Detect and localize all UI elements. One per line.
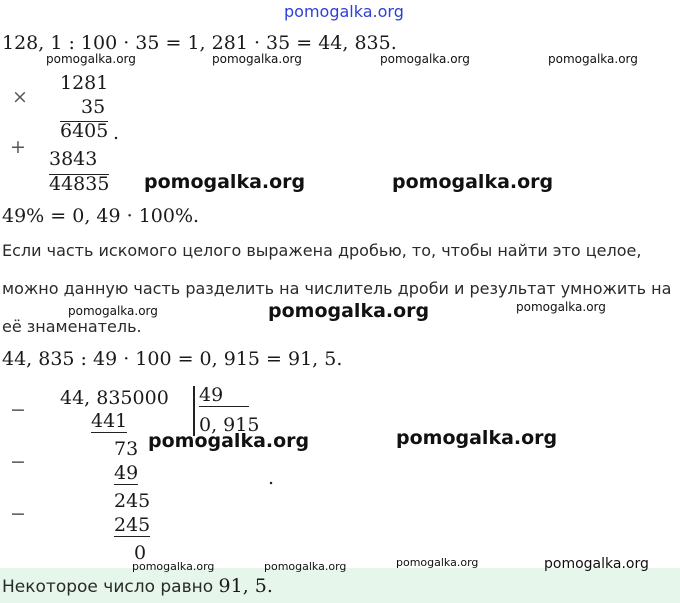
partial-product-1: 6405	[60, 120, 109, 142]
remainder-2: 245	[114, 490, 151, 512]
rule-line-3: её знаменатель.	[2, 317, 142, 336]
watermark: pomogalka.org	[548, 52, 638, 66]
remainder-1: 73	[114, 438, 139, 460]
dividend: 44, 835000	[60, 387, 169, 409]
watermark: pomogalka.org	[396, 556, 479, 569]
rule-line-2: можно данную часть разделить на числитель дроби и результат умножить на	[2, 279, 672, 298]
answer-prefix: Некоторое число равно	[2, 577, 219, 597]
watermark: pomogalka.org	[148, 430, 310, 452]
equation-step1: 128, 1 : 100 · 35 = 1, 281 · 35 = 44, 835.	[2, 32, 397, 54]
watermark: pomogalka.org	[268, 300, 430, 322]
watermark: pomogalka.org	[46, 52, 136, 66]
watermark: pomogalka.org	[380, 52, 470, 66]
watermark: pomogalka.org	[264, 560, 347, 573]
dot: .	[268, 467, 275, 489]
watermark: pomogalka.org	[396, 427, 558, 449]
multiplicand: 1281	[60, 72, 109, 94]
subtrahend-1: 441	[91, 410, 128, 432]
watermark: pomogalka.org	[144, 171, 306, 193]
division-bar-vertical	[193, 386, 195, 436]
multiplier: 35	[81, 96, 106, 118]
equation-step3: 44, 835 : 49 · 100 = 0, 915 = 91, 5.	[2, 348, 343, 370]
plus-sign: +	[10, 136, 26, 158]
partial-product-2: 3843	[49, 148, 98, 170]
watermark: pomogalka.org	[68, 304, 158, 318]
product-result: 44835	[49, 173, 110, 195]
watermark: pomogalka.org	[516, 300, 606, 314]
divisor: 49	[199, 386, 249, 407]
times-sign: ×	[12, 86, 28, 108]
answer-text	[2, 575, 273, 597]
minus-sign: −	[10, 503, 26, 525]
watermark: pomogalka.org	[212, 52, 302, 66]
remainder-3: 0	[134, 542, 147, 564]
minus-sign: −	[10, 451, 26, 473]
dot: .	[113, 122, 120, 144]
quotient: 0, 915	[199, 414, 260, 436]
subtrahend-2: 49	[114, 462, 139, 484]
equation-step2: 49% = 0, 49 · 100%.	[2, 205, 200, 227]
watermark: pomogalka.org	[544, 556, 649, 572]
watermark: pomogalka.org	[132, 560, 215, 573]
answer-value: 91, 5.	[218, 575, 273, 597]
rule-line-1: Если часть искомого целого выражена дробью, то, чтобы найти это целое,	[2, 241, 642, 260]
subtrahend-3: 245	[114, 514, 151, 536]
watermark-top: pomogalka.org	[284, 2, 404, 21]
watermark: pomogalka.org	[392, 171, 554, 193]
minus-sign: −	[10, 399, 26, 421]
